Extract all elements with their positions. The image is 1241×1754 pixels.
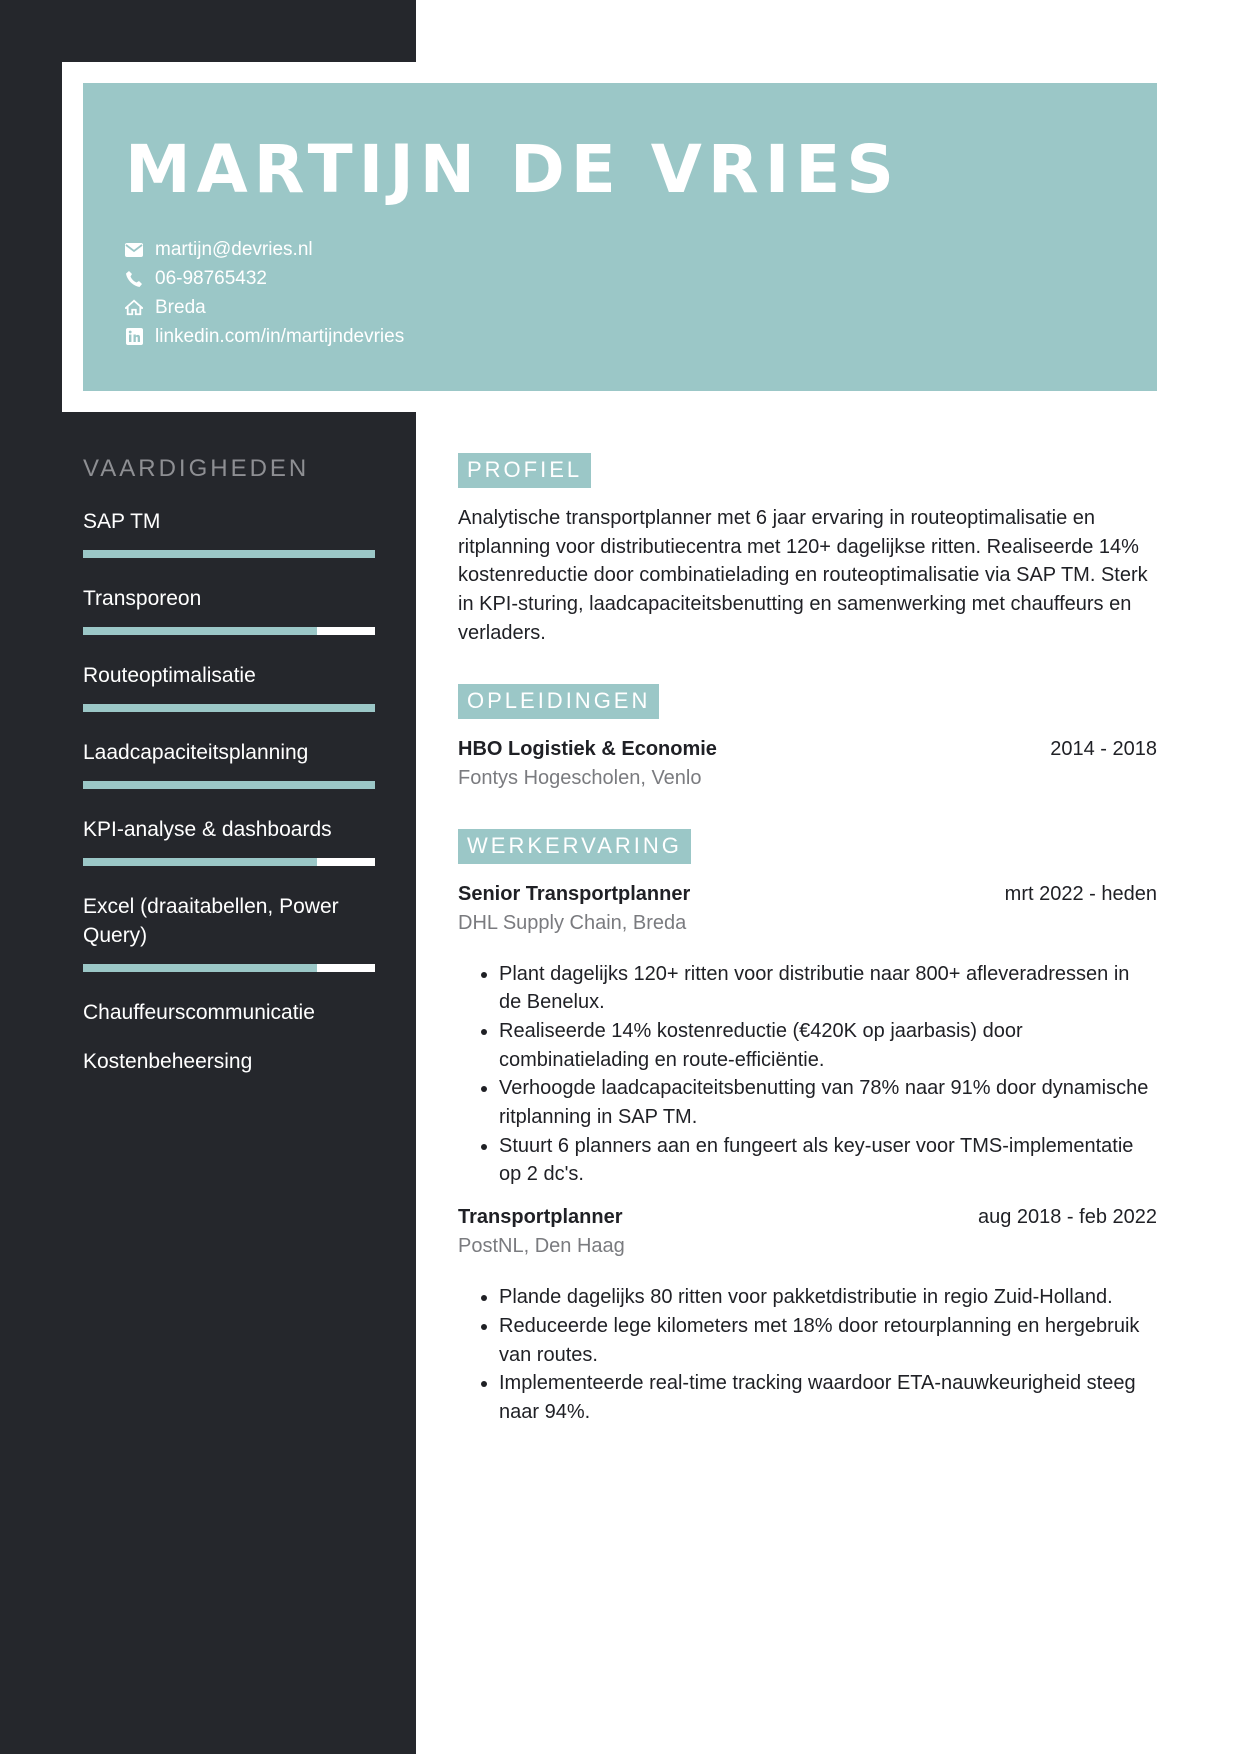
job-company: DHL Supply Chain, Breda xyxy=(458,911,687,934)
job-bullet: • Plant dagelijks 120+ ritten voor distributie naar 800+ afleveradressen in de Benelux. xyxy=(499,960,1157,1017)
contact-email[interactable] xyxy=(125,235,404,264)
candidate-name: MARTIJN DE VRIES xyxy=(125,131,900,208)
section-title-education: OPLEIDINGEN xyxy=(458,684,659,719)
skills-title: VAARDIGHEDEN xyxy=(83,455,310,482)
skill-item xyxy=(83,584,375,635)
job-company: PostNL, Den Haag xyxy=(458,1235,625,1258)
job-entry xyxy=(458,880,1157,1190)
job-entry xyxy=(458,1203,1157,1427)
skill-level-fill xyxy=(83,627,317,635)
contact-phone-text: 06-98765432 xyxy=(155,267,267,289)
job-role: Transportplanner xyxy=(458,1206,623,1229)
skill-level-bar xyxy=(83,781,375,789)
education-section xyxy=(458,684,1157,793)
contact-location xyxy=(125,293,404,322)
contact-phone[interactable] xyxy=(125,264,404,293)
skill-name: Transporeon xyxy=(83,587,202,610)
skill-item-plain: Chauffeurscommunicatie xyxy=(83,1001,315,1024)
skill-item xyxy=(83,892,375,972)
education-period: 2014 - 2018 xyxy=(1050,737,1157,760)
education-entry xyxy=(458,735,1157,793)
skill-level-fill xyxy=(83,858,317,866)
profile-text: Analytische transportplanner met 6 jaar ervaring in routeoptimalisatie en ritplanning voor distributiecentra met 120+ dagelijkse ritten. Realiseerde 14% kostenreductie door combinatielading en routeoptimalisatie via SAP TM. Sterk in KPI-sturing, laadcapaciteitsbenutting en samenwerking met chauffeurs en verladers. xyxy=(458,507,1148,644)
contact-linkedin[interactable] xyxy=(125,322,404,351)
education-school: Fontys Hogescholen, Venlo xyxy=(458,766,702,789)
profile-section xyxy=(458,453,1157,648)
skill-item xyxy=(83,507,375,558)
skill-item xyxy=(83,815,375,866)
skill-item xyxy=(83,661,375,712)
linkedin-icon xyxy=(125,328,143,346)
skill-item xyxy=(83,738,375,789)
contact-linkedin-text: linkedin.com/in/martijndevries xyxy=(155,325,405,347)
contact-email-text: martijn@devries.nl xyxy=(155,238,313,260)
skill-name: Excel (draaitabellen, Power Query) xyxy=(83,895,339,947)
header xyxy=(83,83,1157,391)
skill-item-plain: Kostenbeheersing xyxy=(83,1050,253,1073)
experience-section xyxy=(458,829,1157,1427)
section-title-profile: PROFIEL xyxy=(458,453,591,488)
skill-name: KPI-analyse & dashboards xyxy=(83,818,332,841)
skill-level-bar xyxy=(83,550,375,558)
job-bullet: • Verhoogde laadcapaciteitsbenutting van 78% naar 91% door dynamische ritplanning in SAP TM. xyxy=(499,1074,1157,1131)
skill-name: Laadcapaciteitsplanning xyxy=(83,741,309,764)
skill-level-bar xyxy=(83,964,375,972)
envelope-icon xyxy=(125,241,143,259)
job-bullets xyxy=(458,960,1157,1190)
skill-name: Routeoptimalisatie xyxy=(83,664,256,687)
skill-level-bar xyxy=(83,627,375,635)
skill-level-bar xyxy=(83,704,375,712)
job-period: aug 2018 - feb 2022 xyxy=(977,1206,1157,1229)
skill-name: SAP TM xyxy=(83,510,161,533)
job-bullet: • Realiseerde 14% kostenreductie (€420K op jaarbasis) door combinatielading en route-efficiëntie. xyxy=(499,1017,1157,1074)
skill-level-fill xyxy=(83,964,317,972)
education-degree: HBO Logistiek & Economie xyxy=(458,737,717,760)
home-icon xyxy=(125,299,143,317)
skill-level-fill xyxy=(83,704,375,712)
contact-list xyxy=(125,235,404,351)
job-bullets xyxy=(458,1283,1157,1427)
skill-level-fill xyxy=(83,781,375,789)
main-column xyxy=(458,453,1157,1427)
phone-icon xyxy=(125,270,143,288)
skill-level-fill xyxy=(83,550,375,558)
job-period: mrt 2022 - heden xyxy=(1004,882,1157,905)
skills-section xyxy=(83,455,375,1096)
job-bullet: • Reduceerde lege kilometers met 18% door retourplanning en hergebruik van routes. xyxy=(499,1312,1157,1369)
job-role: Senior Transportplanner xyxy=(458,882,691,905)
contact-location-text: Breda xyxy=(155,296,206,318)
job-bullet: • Stuurt 6 planners aan en fungeert als key-user voor TMS-implementatie op 2 dc's. xyxy=(499,1132,1157,1189)
section-title-experience: WERKERVARING xyxy=(458,829,691,864)
skill-level-bar xyxy=(83,858,375,866)
job-bullet: • Plande dagelijks 80 ritten voor pakketdistributie in regio Zuid-Holland. xyxy=(499,1283,1157,1312)
job-bullet: • Implementeerde real-time tracking waardoor ETA-nauwkeurigheid steeg naar 94%. xyxy=(499,1369,1157,1426)
